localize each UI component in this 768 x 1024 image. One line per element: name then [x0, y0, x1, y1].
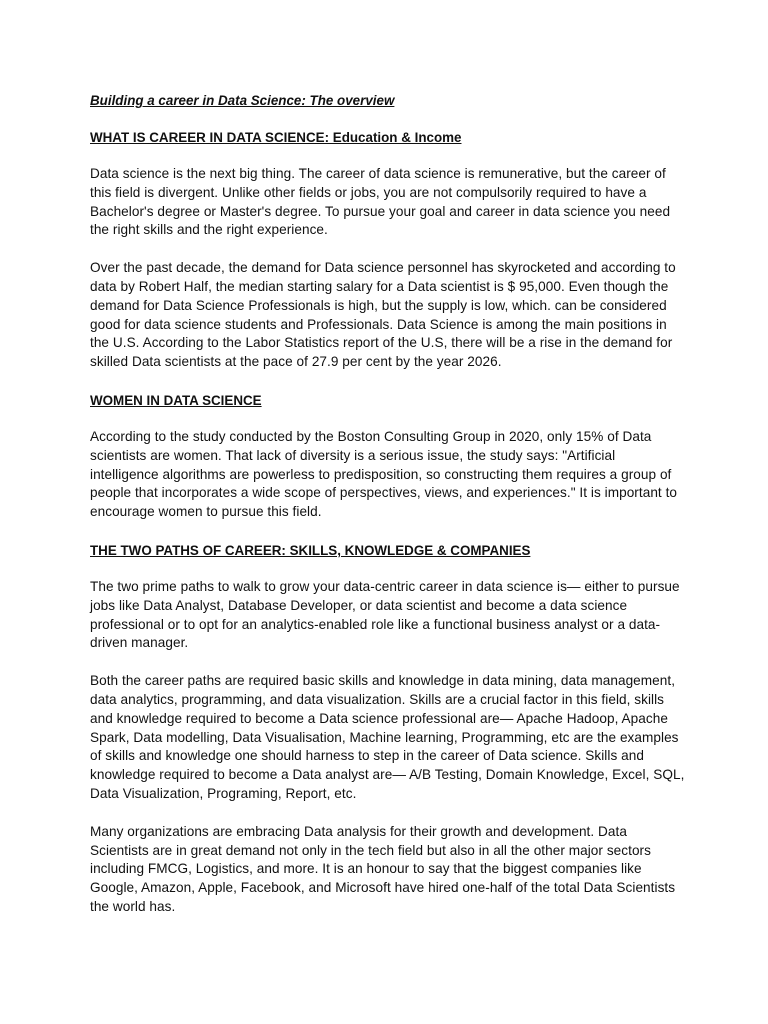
section-heading-two-paths: THE TWO PATHS OF CAREER: SKILLS, KNOWLEDGE & COMPANIES [90, 542, 531, 558]
paragraph-companies: Many organizations are embracing Data analysis for their growth and development. Data Scientists are in great demand not only in the tech field but also in all the other major sectors including FMCG, Logistics, and more. It is an honour to say that the biggest companies like Google, Amazon, Apple, Facebook, and Microsoft have hired one-half of the total Data Scientists the world has. [90, 823, 676, 914]
document-title: Building a career in Data Science: The overview [90, 93, 395, 108]
document-page [90, 91, 685, 917]
paragraph-career-intro: Data science is the next big thing. The career of data science is remunerative, but the career of this field is divergent. Unlike other fields or jobs, you are not compulsorily required to have a Bachelor's degree or Master's degree. To pursue your goal and career in data science you need the right skills and the right experience. [90, 166, 671, 238]
section-heading-women: WOMEN IN DATA SCIENCE [90, 392, 262, 408]
paragraph-two-paths: The two prime paths to walk to grow your data-centric career in data science is— either to pursue jobs like Data Analyst, Database Developer, or data scientist and become a data science professional or to opt for an analytics-enabled role like a functional business analyst or a data-driven manager. [90, 578, 680, 651]
paragraph-women: According to the study conducted by the Boston Consulting Group in 2020, only 15% of Data scientists are women. That lack of diversity is a serious issue, the study says: "Artificial intelligence algorithms are powerless to predisposition, so constructing them requires a group of people that incorporates a wide scope of perspectives, views, and experiences." It is important to encourage women to pursue this field. [90, 428, 678, 520]
paragraph-career-demand: Over the past decade, the demand for Data science personnel has skyrocketed and according to data by Robert Half, the median starting salary for a Data scientist is $ 95,000. Even though the demand for Data Science Professionals is high, but the supply is low, which. can be considered good for data science students and Professionals. Data Science is among the main positions in the U.S. According to the Labor Statistics report of the U.S, there will be a rise in the demand for skilled Data scientists at the pace of 27.9 per cent by the year 2026. [90, 260, 676, 370]
paragraph-skills: Both the career paths are required basic skills and knowledge in data mining, data management, data analytics, programming, and data visualization. Skills are a crucial factor in this field, skills and knowledge required to become a Data science professional are— Apache Hadoop, Apache Spark, Data modelling, Data Visualisation, Machine learning, Programming, etc are the examples of skills and knowledge one should harness to step in the career of Data science. Skills and knowledge required to become a Data analyst are— A/B Testing, Domain Knowledge, Excel, SQL, Data Visualization, Programing, Report, etc. [90, 673, 685, 801]
section-heading-career: WHAT IS CAREER IN DATA SCIENCE: Education & Income [90, 130, 462, 145]
